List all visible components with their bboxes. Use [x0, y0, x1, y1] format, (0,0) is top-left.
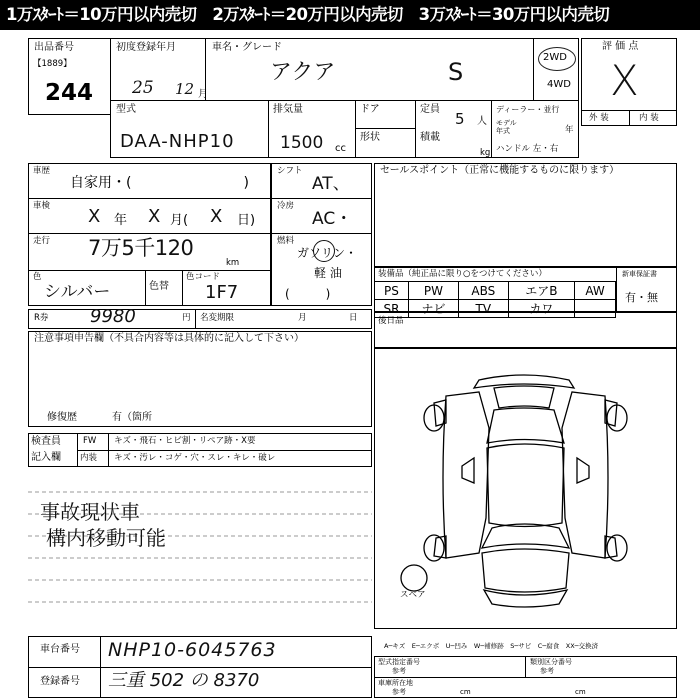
color-value: シルバー: [44, 282, 111, 302]
name-change-month: 月: [298, 313, 307, 323]
repair-label: 修復歴: [47, 412, 77, 423]
warranty-value: 有・無: [625, 291, 658, 304]
chassis-label: 車台番号: [40, 644, 80, 655]
fuel-label: 燃料: [277, 236, 295, 246]
warranty-label: 新車保証書: [622, 270, 657, 278]
after-items-box: [374, 312, 677, 348]
handwritten-note-2: 構内移動可能: [46, 526, 166, 550]
inspector-label-1: 検査員: [31, 436, 61, 447]
name-change-label: 名変期限: [200, 313, 235, 323]
door-label: ドア: [360, 104, 380, 115]
right-side: [562, 392, 608, 558]
damage-legend: A─キズ E─エクボ U─凹み W─補修跡 S─サビ C─腐食 XX─交換済: [384, 642, 599, 650]
mileage-value: 7万5千120: [88, 236, 194, 260]
ac-label: 冷房: [277, 201, 295, 211]
car-diagram: [374, 348, 677, 629]
shaken-day: X: [210, 206, 223, 227]
inspector-fw-items: キズ・飛石・ヒビ割・リペア跡・X要: [114, 436, 256, 446]
hood: [482, 549, 569, 592]
lot-sub: 【1889】: [33, 59, 72, 69]
auction-terms-banner: 1万ｽﾀｰﾄ＝10万円以内売切 2万ｽﾀｰﾄ＝20万円以内売切 3万ｽﾀｰﾄ＝30万円以内売切: [0, 0, 700, 30]
registration-value: 三重 502 の 8370: [108, 670, 260, 691]
name-change-day: 日: [349, 313, 358, 323]
drive-2wd-circle: [538, 47, 576, 71]
drive-4wd: 4WD: [547, 79, 571, 90]
shaken-year: X: [88, 206, 101, 227]
km-unit: km: [226, 258, 240, 268]
month-unit: 月: [198, 89, 208, 100]
car-name: アクア: [270, 60, 336, 85]
shaken-label: 車検: [33, 201, 51, 211]
history-value: 自家用・( ): [70, 175, 249, 191]
mileage-label: 走行: [33, 236, 51, 246]
capacity-value: 5: [455, 110, 465, 128]
shaken-month: X: [148, 206, 161, 227]
capacity-unit: 人: [477, 116, 487, 127]
exterior-label: 外 装: [589, 113, 609, 123]
inspector-fw: FW: [83, 436, 97, 446]
cm-2: cm: [575, 688, 586, 696]
equip-aw: AW: [575, 282, 616, 300]
fuel-diesel: 軽 油: [314, 266, 342, 280]
fuel-paren: ( ): [285, 287, 331, 301]
garage-label: 車庫所在地: [378, 679, 413, 687]
fuel-gasoline-circle: [313, 240, 335, 262]
sales-point-label: セールスポイント（正常に機能するものに限ります）: [380, 165, 620, 176]
score-label: 評 価 点: [602, 41, 639, 52]
ruled-lines: [28, 470, 372, 630]
recycle-label: R券: [34, 313, 49, 323]
registration-label: 登録番号: [40, 676, 80, 687]
model-year-label: モデル 年式: [496, 119, 517, 135]
ref-2: 参考: [540, 667, 554, 675]
equip-sr: SR: [375, 300, 409, 318]
model-cert-label: 型式指定番号: [378, 658, 420, 666]
fuel-gasoline: ガソリン・: [297, 246, 358, 260]
spare-label: スペア: [400, 590, 426, 600]
repair-value: 有（箇所: [112, 412, 152, 423]
ref-1: 参考: [392, 667, 406, 675]
ref-3: 参考: [392, 688, 406, 696]
recycle-value: 9980: [90, 306, 136, 327]
ac-value: AC・: [312, 209, 353, 229]
equip-airbag: エアB: [508, 282, 574, 300]
shaken-hi: 日): [237, 213, 256, 228]
color-code-label: 色コード: [186, 272, 221, 282]
left-side: [443, 392, 489, 558]
score-value: X: [610, 56, 639, 105]
shift-label: シフト: [277, 166, 303, 176]
kg-unit: kg: [480, 148, 491, 158]
wheel-front-right: [607, 535, 627, 561]
equip-tv: TV: [458, 300, 508, 318]
color-code-value: 1F7: [205, 282, 239, 303]
equipment-label: 装備品（純正品に限り○をつけてください）: [378, 269, 547, 279]
model-value: DAA-NHP10: [120, 131, 235, 152]
notes-label: 注意事項申告欄（不具合内容等は具体的に記入して下さい）: [34, 333, 304, 344]
roof: [487, 444, 564, 527]
car-name-label: 車名・グレード: [212, 42, 282, 53]
handwritten-note-1: 事故現状車: [40, 500, 140, 524]
displacement-value: 1500: [280, 133, 324, 153]
category-label: 類別区分番号: [530, 658, 572, 666]
spare-tire: [401, 565, 427, 591]
lot-label: 出品番号: [34, 42, 74, 53]
loading-label: 積載: [420, 132, 440, 143]
inspector-interior-items: キズ・汚レ・コゲ・穴・スレ・キレ・破レ: [114, 453, 276, 463]
capacity-label: 定員: [420, 104, 440, 115]
shift-value: AT、: [312, 174, 350, 194]
wheel-front-left: [424, 535, 444, 561]
after-items-label: 後日品: [378, 316, 404, 326]
inspector-label-2: 記入欄: [31, 452, 61, 463]
color-change-label: 色替: [149, 281, 169, 292]
dealer-label: ディーラー・並行: [496, 105, 560, 114]
inspector-interior: 内装: [80, 453, 98, 463]
cm-1: cm: [460, 688, 471, 696]
equip-ps: PS: [375, 282, 409, 300]
model-label: 型式: [116, 104, 136, 115]
equip-abs: ABS: [458, 282, 508, 300]
handle-label: ハンドル 左・右: [496, 144, 559, 154]
cc-unit: cc: [335, 143, 346, 154]
equip-navi: ナビ: [408, 300, 458, 318]
recycle-yen: 円: [182, 313, 191, 323]
interior-label: 内 装: [639, 113, 659, 123]
car-grade: S: [448, 58, 464, 86]
first-reg-label: 初度登録年月: [116, 42, 176, 53]
equip-pw: PW: [408, 282, 458, 300]
shape-label: 形状: [360, 132, 380, 143]
history-label: 車歴: [33, 166, 51, 176]
displacement-label: 排気量: [273, 104, 303, 115]
notes-box: [28, 331, 372, 427]
drive-2wd: 2WD: [543, 52, 567, 63]
year-unit: 年: [565, 125, 574, 135]
sales-point-box: [374, 163, 677, 267]
first-reg-month: 12: [175, 80, 195, 98]
lot-number: 244: [45, 80, 94, 106]
chassis-value: NHP10-6045763: [108, 639, 277, 661]
shaken-nen: 年: [114, 213, 128, 228]
color-label: 色: [33, 272, 42, 282]
shaken-tsuki: 月(: [170, 213, 189, 228]
equip-leather: カワ: [508, 300, 574, 318]
first-reg-year: 25: [132, 78, 154, 98]
